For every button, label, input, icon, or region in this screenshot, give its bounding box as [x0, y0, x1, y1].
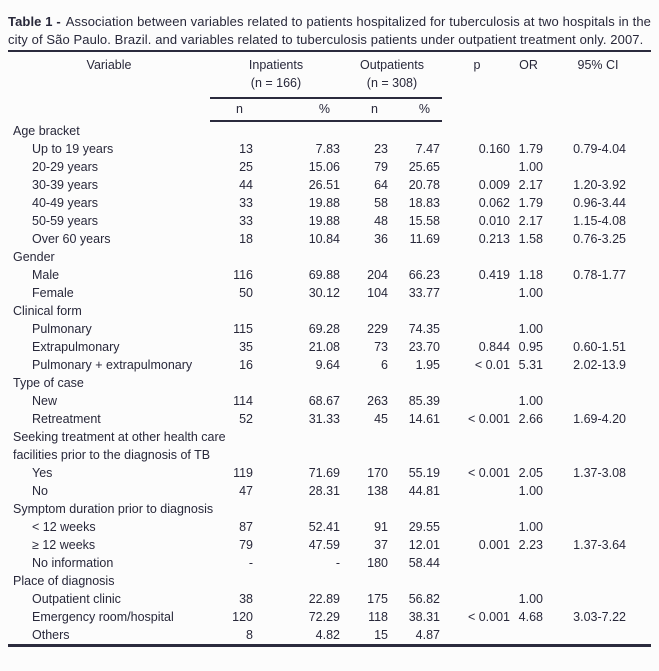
- cell-pct-inpatients: 9.64: [315, 358, 340, 372]
- cell-n-outpatients: 73: [374, 340, 388, 354]
- cell-n-inpatients: 18: [239, 232, 253, 246]
- cell-pct-outpatients: 44.81: [408, 484, 440, 498]
- cell-p-value: [442, 626, 512, 646]
- cell-pct-inpatients: 7.83: [315, 142, 340, 156]
- cell-confidence-interval: 3.03-7.22: [573, 610, 626, 624]
- col-header-outpatients: [342, 51, 442, 75]
- cell-n-inpatients: 8: [246, 628, 253, 642]
- row-label: Female: [32, 286, 74, 300]
- cell-pct-inpatients: 71.69: [308, 466, 340, 480]
- cell-n-inpatients: 114: [233, 394, 253, 408]
- table-row: [8, 518, 651, 536]
- table-row: [8, 392, 651, 410]
- table-row: [8, 230, 651, 248]
- cell-p-value: 0.062: [478, 196, 510, 210]
- row-label: No: [32, 484, 48, 498]
- table-row: [8, 284, 651, 302]
- cell-confidence-interval: [545, 554, 651, 572]
- cell-confidence-interval: [545, 482, 651, 500]
- cell-confidence-interval: 0.78-1.77: [573, 268, 626, 282]
- cell-n-outpatients: 58: [374, 196, 388, 210]
- cell-confidence-interval: 0.79-4.04: [573, 142, 626, 156]
- cell-pct-inpatients: 30.12: [308, 286, 340, 300]
- cell-pct-outpatients: 85.39: [408, 394, 440, 408]
- row-label: Retreatment: [32, 412, 101, 426]
- cell-pct-outpatients: 15.58: [408, 214, 440, 228]
- cell-n-outpatients: 91: [374, 520, 388, 534]
- cell-odds-ratio: [512, 626, 545, 646]
- cell-confidence-interval: [545, 158, 651, 176]
- cell-n-inpatients: 33: [239, 196, 253, 210]
- section-row: [8, 428, 651, 464]
- row-label: Yes: [32, 466, 53, 480]
- cell-odds-ratio: 1.58: [518, 232, 543, 246]
- row-label: 30-39 years: [32, 178, 99, 192]
- header-row-groups: [8, 51, 651, 75]
- data-table: [8, 50, 651, 647]
- cell-n-inpatients: 50: [239, 286, 253, 300]
- cell-n-outpatients: 6: [381, 358, 388, 372]
- cell-odds-ratio: 4.68: [518, 610, 543, 624]
- table-row: [8, 212, 651, 230]
- cell-odds-ratio: 2.17: [518, 214, 543, 228]
- row-label: Over 60 years: [32, 232, 111, 246]
- cell-p-value: 0.844: [478, 340, 510, 354]
- cell-confidence-interval: [545, 320, 651, 338]
- table-row: [8, 554, 651, 572]
- paper-page: [0, 13, 659, 671]
- cell-pct-outpatients: 1.95: [415, 358, 440, 372]
- cell-pct-outpatients: 20.78: [408, 178, 440, 192]
- table-caption: [8, 13, 651, 49]
- cell-pct-outpatients: 18.83: [408, 196, 440, 210]
- cell-confidence-interval: 1.37-3.64: [573, 538, 626, 552]
- cell-pct-inpatients: 69.88: [308, 268, 340, 282]
- cell-pct-inpatients: -: [335, 556, 340, 570]
- cell-n-outpatients: 263: [367, 394, 388, 408]
- cell-pct-inpatients: 10.84: [308, 232, 340, 246]
- section-row: [8, 121, 651, 140]
- cell-p-value: 0.160: [478, 142, 510, 156]
- cell-n-outpatients: 64: [374, 178, 388, 192]
- cell-p-value: [442, 554, 512, 572]
- subcol-n-inpatients: n: [210, 98, 255, 121]
- cell-odds-ratio: 2.17: [518, 178, 543, 192]
- cell-pct-inpatients: 22.89: [308, 592, 340, 606]
- section-label: Clinical form: [13, 304, 82, 318]
- row-label: Pulmonary + extrapulmonary: [32, 358, 193, 372]
- cell-pct-inpatients: 68.67: [308, 394, 340, 408]
- row-label: 40-49 years: [32, 196, 99, 210]
- cell-n-inpatients: 87: [239, 520, 253, 534]
- row-label: Pulmonary: [32, 322, 92, 336]
- cell-n-outpatients: 79: [374, 160, 388, 174]
- cell-confidence-interval: 1.20-3.92: [573, 178, 626, 192]
- cell-p-value: < 0.001: [467, 610, 510, 624]
- cell-p-value: [442, 392, 512, 410]
- row-label: ≥ 12 weeks: [32, 538, 96, 552]
- cell-confidence-interval: 1.69-4.20: [573, 412, 626, 426]
- cell-pct-outpatients: 11.69: [409, 232, 440, 246]
- cell-p-value: < 0.001: [467, 466, 510, 480]
- section-row: [8, 374, 651, 392]
- section-label: Seeking treatment at other health care facilities prior to the diagnosis of TB: [13, 430, 226, 462]
- cell-odds-ratio: 2.23: [518, 538, 543, 552]
- cell-n-outpatients: 170: [367, 466, 388, 480]
- table-row: [8, 338, 651, 356]
- cell-n-inpatients: 25: [239, 160, 253, 174]
- cell-confidence-interval: [545, 284, 651, 302]
- section-row: [8, 572, 651, 590]
- row-label: No information: [32, 556, 114, 570]
- col-header-variable: Variable: [86, 58, 132, 72]
- cell-n-outpatients: 180: [367, 556, 388, 570]
- cell-n-outpatients: 36: [374, 232, 388, 246]
- cell-p-value: [442, 320, 512, 338]
- cell-pct-inpatients: 19.88: [308, 214, 340, 228]
- cell-pct-outpatients: 14.61: [408, 412, 440, 426]
- cell-pct-inpatients: 19.88: [308, 196, 340, 210]
- cell-pct-inpatients: 52.41: [308, 520, 340, 534]
- cell-pct-outpatients: 58.44: [408, 556, 440, 570]
- cell-n-inpatients: 35: [239, 340, 253, 354]
- cell-n-outpatients: 48: [374, 214, 388, 228]
- cell-confidence-interval: 1.37-3.08: [573, 466, 626, 480]
- cell-p-value: 0.419: [478, 268, 510, 282]
- table-row: [8, 266, 651, 284]
- table-caption-label: Table 1 -: [8, 14, 61, 29]
- row-label: Outpatient clinic: [32, 592, 121, 606]
- col-header-p-value: p: [473, 58, 481, 72]
- cell-odds-ratio: 1.18: [518, 268, 543, 282]
- cell-p-value: [442, 482, 512, 500]
- cell-p-value: [442, 158, 512, 176]
- subcol-pct-outpatients: %: [390, 98, 442, 121]
- cell-p-value: [442, 284, 512, 302]
- section-label: Place of diagnosis: [13, 574, 115, 588]
- row-label: Others: [32, 628, 70, 642]
- cell-pct-inpatients: 26.51: [308, 178, 340, 192]
- cell-n-outpatients: 229: [367, 322, 388, 336]
- cell-pct-outpatients: 56.82: [408, 592, 440, 606]
- cell-pct-inpatients: 69.28: [308, 322, 340, 336]
- cell-confidence-interval: 0.76-3.25: [573, 232, 626, 246]
- cell-n-inpatients: 33: [239, 214, 253, 228]
- cell-confidence-interval: [545, 518, 651, 536]
- cell-pct-outpatients: 74.35: [408, 322, 440, 336]
- table-row: [8, 176, 651, 194]
- row-label: Up to 19 years: [32, 142, 114, 156]
- section-label: Symptom duration prior to diagnosis: [13, 502, 214, 516]
- cell-n-inpatients: 120: [232, 610, 253, 624]
- col-header-inpatients: [210, 51, 342, 75]
- cell-n-inpatients: 16: [239, 358, 253, 372]
- cell-n-outpatients: 23: [374, 142, 388, 156]
- cell-confidence-interval: 2.02-13.9: [573, 358, 626, 372]
- table-caption-text: Association between variables related to patients hospitalized for tuberculosis at two hospitals in the city of São Paulo. Brazil. and variables related to tuberculosis patients under outpatient treatment only. 2007.: [8, 14, 652, 47]
- cell-n-inpatients: 47: [239, 484, 253, 498]
- cell-n-outpatients: 175: [367, 592, 388, 606]
- cell-n-outpatients: 138: [367, 484, 388, 498]
- cell-p-value: [442, 518, 512, 536]
- cell-pct-inpatients: 47.59: [308, 538, 340, 552]
- cell-n-outpatients: 104: [367, 286, 388, 300]
- section-label: Age bracket: [13, 124, 80, 138]
- section-label: Gender: [13, 250, 55, 264]
- inpatients-sample-size: (n = 166): [210, 75, 342, 98]
- cell-n-inpatients: 119: [233, 466, 253, 480]
- cell-pct-outpatients: 23.70: [408, 340, 440, 354]
- cell-p-value: 0.213: [478, 232, 510, 246]
- cell-pct-outpatients: 66.23: [408, 268, 440, 282]
- row-label: Extrapulmonary: [32, 340, 120, 354]
- table-row: [8, 536, 651, 554]
- outpatients-label: Outpatients: [360, 58, 424, 72]
- cell-pct-outpatients: 55.19: [408, 466, 440, 480]
- cell-odds-ratio: 1.00: [518, 286, 543, 300]
- cell-p-value: 0.009: [478, 178, 510, 192]
- cell-odds-ratio: 1.00: [518, 592, 543, 606]
- cell-confidence-interval: 0.96-3.44: [573, 196, 626, 210]
- cell-pct-inpatients: 28.31: [308, 484, 340, 498]
- table-row: [8, 608, 651, 626]
- outpatients-sample-size: (n = 308): [342, 75, 442, 98]
- table-row: [8, 482, 651, 500]
- col-header-confidence-interval: 95% CI: [577, 58, 619, 72]
- cell-pct-inpatients: 31.33: [308, 412, 340, 426]
- cell-n-outpatients: 37: [374, 538, 388, 552]
- table-row: [8, 590, 651, 608]
- cell-n-inpatients: 44: [239, 178, 253, 192]
- cell-n-inpatients: 13: [239, 142, 253, 156]
- section-row: [8, 302, 651, 320]
- cell-odds-ratio: [512, 554, 545, 572]
- cell-confidence-interval: [545, 590, 651, 608]
- cell-n-inpatients: 52: [239, 412, 253, 426]
- cell-pct-outpatients: 25.65: [408, 160, 440, 174]
- cell-odds-ratio: 1.00: [518, 160, 543, 174]
- cell-p-value: < 0.01: [474, 358, 510, 372]
- cell-odds-ratio: 1.79: [518, 196, 543, 210]
- table-header: [8, 51, 651, 121]
- table-row: [8, 356, 651, 374]
- cell-odds-ratio: 2.05: [518, 466, 543, 480]
- cell-odds-ratio: 1.00: [518, 394, 543, 408]
- cell-pct-inpatients: 4.82: [315, 628, 340, 642]
- cell-n-inpatients: 38: [239, 592, 253, 606]
- cell-p-value: < 0.001: [467, 412, 510, 426]
- cell-pct-outpatients: 12.01: [408, 538, 440, 552]
- cell-odds-ratio: 2.66: [518, 412, 543, 426]
- cell-confidence-interval: [545, 392, 651, 410]
- table-row: [8, 320, 651, 338]
- cell-n-inpatients: 116: [233, 268, 253, 282]
- cell-n-outpatients: 204: [367, 268, 388, 282]
- table-row: [8, 626, 651, 646]
- col-header-odds-ratio: OR: [519, 58, 538, 72]
- table-row: [8, 464, 651, 482]
- cell-confidence-interval: 1.15-4.08: [573, 214, 626, 228]
- cell-pct-inpatients: 21.08: [308, 340, 340, 354]
- cell-confidence-interval: 0.60-1.51: [573, 340, 626, 354]
- cell-p-value: [442, 590, 512, 608]
- cell-n-outpatients: 15: [374, 628, 388, 642]
- cell-n-inpatients: 115: [233, 322, 253, 336]
- cell-odds-ratio: 5.31: [518, 358, 543, 372]
- cell-pct-inpatients: 72.29: [308, 610, 340, 624]
- cell-pct-inpatients: 15.06: [308, 160, 340, 174]
- table-row: [8, 194, 651, 212]
- table-row: [8, 410, 651, 428]
- cell-odds-ratio: 0.95: [518, 340, 543, 354]
- row-label: 50-59 years: [32, 214, 99, 228]
- row-label: < 12 weeks: [32, 520, 96, 534]
- subcol-pct-inpatients: %: [255, 98, 342, 121]
- row-label: Male: [32, 268, 60, 282]
- cell-odds-ratio: 1.00: [518, 484, 543, 498]
- cell-pct-outpatients: 33.77: [408, 286, 440, 300]
- cell-odds-ratio: 1.79: [518, 142, 543, 156]
- section-row: [8, 500, 651, 518]
- section-row: [8, 248, 651, 266]
- inpatients-label: Inpatients: [248, 58, 304, 72]
- table-body: [8, 121, 651, 646]
- cell-odds-ratio: 1.00: [518, 520, 543, 534]
- cell-p-value: 0.010: [478, 214, 510, 228]
- cell-odds-ratio: 1.00: [518, 322, 543, 336]
- cell-pct-outpatients: 29.55: [408, 520, 440, 534]
- cell-p-value: 0.001: [478, 538, 510, 552]
- row-label: 20-29 years: [32, 160, 99, 174]
- row-label: Emergency room/hospital: [32, 610, 174, 624]
- subcol-n-outpatients: n: [342, 98, 390, 121]
- cell-confidence-interval: [545, 626, 651, 646]
- row-label: New: [32, 394, 58, 408]
- table-row: [8, 140, 651, 158]
- cell-pct-outpatients: 4.87: [415, 628, 440, 642]
- cell-n-inpatients: -: [248, 556, 253, 570]
- cell-n-inpatients: 79: [239, 538, 253, 552]
- table-row: [8, 158, 651, 176]
- section-label: Type of case: [13, 376, 84, 390]
- cell-n-outpatients: 118: [368, 610, 388, 624]
- cell-n-outpatients: 45: [374, 412, 388, 426]
- cell-pct-outpatients: 38.31: [408, 610, 440, 624]
- cell-pct-outpatients: 7.47: [415, 142, 440, 156]
